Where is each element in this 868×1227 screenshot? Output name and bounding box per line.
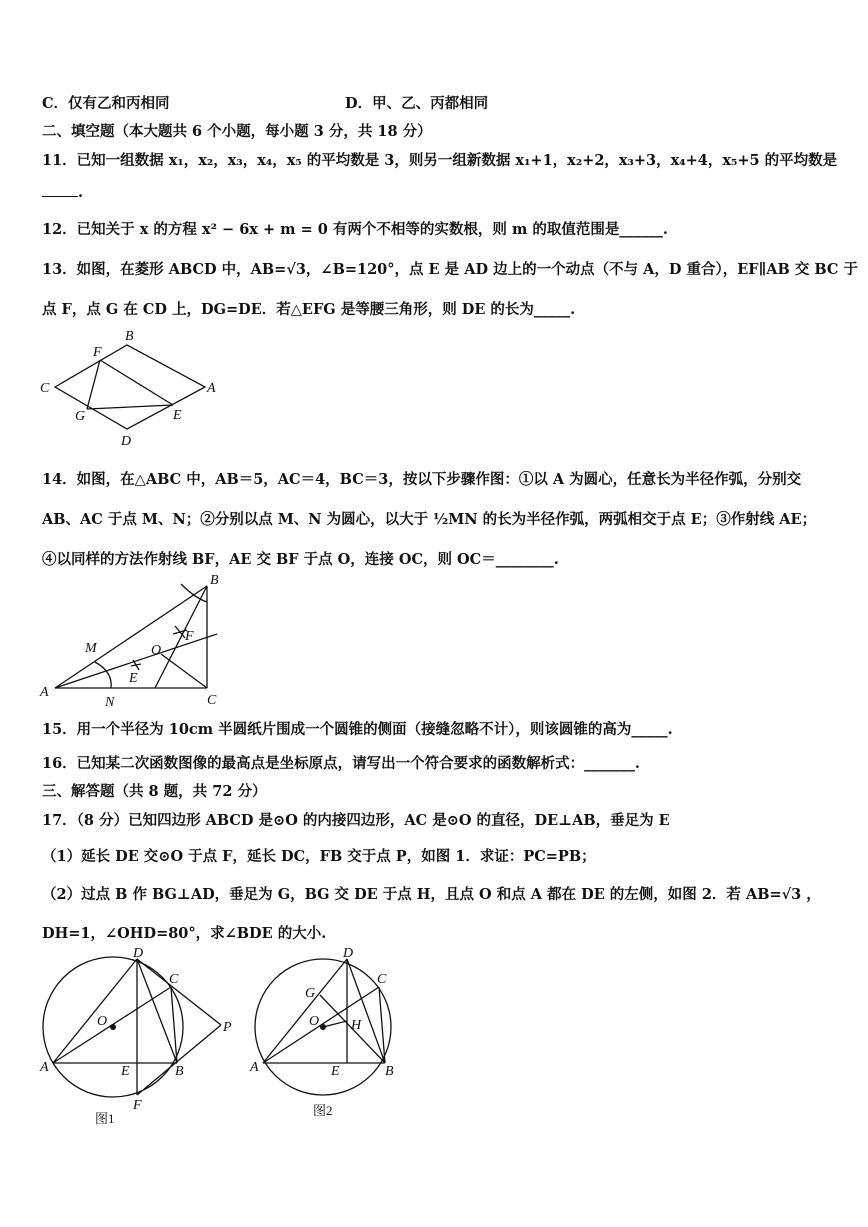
label-C: C <box>207 693 217 708</box>
question-13-line2: 点 F，点 G 在 CD 上，DG=DE．若△EFG 是等腰三角形，则 DE 的长为_____. <box>42 301 576 318</box>
figure-caption: 图1 <box>95 1111 115 1126</box>
question-11-end: . <box>42 184 83 201</box>
label-E: E <box>173 408 182 423</box>
question-14-line2: AB、AC 于点 M、N；②分别以点 M、N 为圆心，以大于 ½MN 的长为半径作弧，两弧相交于点 E；③作射线 AE； <box>42 511 817 528</box>
label-G: G <box>305 986 316 1001</box>
section-3-heading: 三、解答题（共 8 题，共 72 分） <box>42 783 267 800</box>
question-12: 12．已知关于 x 的方程 x² − 6x + m = 0 有两个不相等的实数根，则 m 的取值范围是______. <box>42 221 668 238</box>
label-G: G <box>75 409 86 424</box>
label-B: B <box>125 329 134 344</box>
label-A: A <box>250 1060 259 1075</box>
label-O: O <box>309 1014 320 1029</box>
label-B: B <box>210 573 219 588</box>
label-E: E <box>129 671 138 686</box>
label-C: C <box>377 972 387 987</box>
label-O: O <box>97 1014 108 1029</box>
question-15: 15．用一个半径为 10cm 半圆纸片围成一个圆锥的侧面（接缝忽略不计），则该圆锥的高为_____. <box>42 721 673 738</box>
figure-caption: 图2 <box>313 1103 333 1118</box>
label-B: B <box>175 1064 184 1079</box>
question-17-part2-line2: DH=1，∠OHD=80°，求∠BDE 的大小. <box>42 925 327 942</box>
label-C: C <box>40 381 50 396</box>
question-11: 11．已知一组数据 x₁，x₂，x₃，x₄，x₅ 的平均数是 3，则另一组新数据 x₁+1，x₂+2，x₃+3，x₄+4，x₅+5 的平均数是 <box>42 152 838 169</box>
label-F: F <box>185 629 194 644</box>
figure-17-2 <box>245 945 415 1125</box>
label-D: D <box>121 434 132 449</box>
question-17-part2-line1: （2）过点 B 作 BG⊥AD，垂足为 G，BG 交 DE 于点 H，且点 O 和点 A 都在 DE 的左侧，如图 2．若 AB=√3 ， <box>42 886 821 903</box>
option-c: C．仅有乙和丙相同 <box>42 95 170 112</box>
figure-13-rhombus <box>35 325 225 450</box>
label-P: P <box>223 1020 232 1035</box>
label-E: E <box>121 1064 130 1079</box>
figure-14-triangle <box>35 568 235 710</box>
label-F: F <box>93 345 102 360</box>
label-O: O <box>151 643 162 658</box>
question-16: 16．已知某二次函数图像的最高点是坐标原点，请写出一个符合要求的函数解析式：_______. <box>42 755 640 772</box>
label-N: N <box>105 695 115 710</box>
label-D: D <box>343 946 354 961</box>
label-D: D <box>133 946 144 961</box>
question-14-line3: ④以同样的方法作射线 BF，AE 交 BF 于点 O，连接 OC，则 OC＝________. <box>42 551 559 568</box>
question-17: 17．（8 分）已知四边形 ABCD 是⊙O 的内接四边形，AC 是⊙O 的直径，DE⊥AB，垂足为 E <box>42 812 670 829</box>
section-2-heading: 二、填空题（本大题共 6 个小题，每小题 3 分，共 18 分） <box>42 123 432 140</box>
question-13-line1: 13．如图，在菱形 ABCD 中，AB=√3，∠B=120°，点 E 是 AD 边上的一个动点（不与 A，D 重合），EF∥AB 交 BC 于 <box>42 261 858 278</box>
option-d: D．甲、乙、丙都相同 <box>345 95 489 112</box>
question-14-line1: 14．如图，在△ABC 中，AB＝5，AC＝4，BC＝3，按以下步骤作图：①以 A 为圆心，任意长为半径作弧，分别交 <box>42 471 802 488</box>
figure-17-1 <box>35 945 245 1130</box>
label-A: A <box>40 685 49 700</box>
label-B: B <box>385 1064 394 1079</box>
label-A: A <box>207 381 216 396</box>
label-C: C <box>169 972 179 987</box>
label-A: A <box>40 1060 49 1075</box>
label-E: E <box>331 1064 340 1079</box>
label-F: F <box>133 1098 142 1113</box>
question-17-part1: （1）延长 DE 交⊙O 于点 F，延长 DC，FB 交于点 P，如图 1．求证：PC=PB； <box>42 848 596 865</box>
label-H: H <box>351 1018 362 1033</box>
label-M: M <box>85 641 97 656</box>
